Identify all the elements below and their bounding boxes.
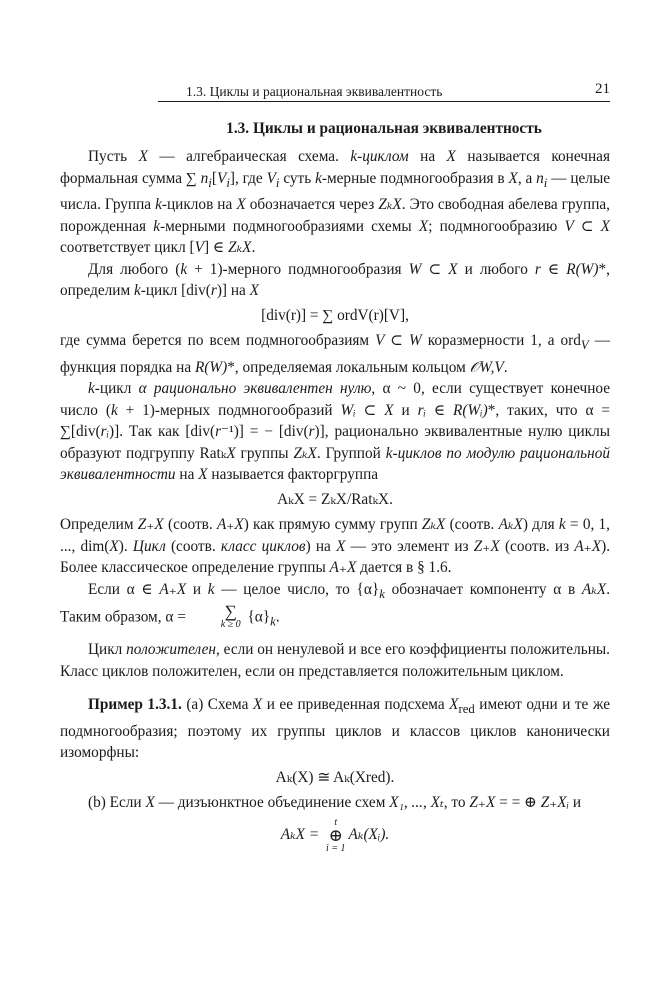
summation-operator: ∑ k ≥ 0 [220, 602, 241, 631]
text-body [60, 146, 610, 861]
running-title: 1.3. Циклы и рациональная эквивалентность [186, 84, 443, 99]
paragraph-positive-cycle: Цикл положителен, если он ненулевой и все его коэффициенты положительны. Класс циклов положителен, если он представляется положительным циклом. [60, 641, 610, 680]
paragraph-sum-explanation: где сумма берется по всем подмногообразиям V ⊂ W коразмерности 1, а ord$_V$ — функция порядка на R(W)*, определяемая локальным кольцом 𝒪W,V. [60, 332, 611, 376]
running-head [158, 81, 610, 102]
paragraph-component: Если α ∈ A₊X и k — целое число, то $\{\alpha\}_k$ обозначает компоненту α в AₖX. Таким образом, α = ∑ k ≥ 0 $\{\alpha\}_k$. [60, 580, 611, 631]
equation-chow-group: AₖX = ZₖX/RatₖX. [277, 490, 393, 508]
section-title: 1.3. Циклы и рациональная эквивалентность [226, 120, 542, 137]
paragraph-divisor-definition: Для любого (k + 1)-мерного подмногообразия W ⊂ X и любого r ∈ R(W)*, определим k-цикл [div(r)] на X [60, 260, 610, 300]
paragraph-rational-equivalence: k-цикл α рационально эквивалентен нулю, α ~ 0, если существует конечное число (k + 1)-мерных подмногообразий Wᵢ ⊂ X и rᵢ ∈ R(Wᵢ)*, таких, что α = ∑[div(rᵢ)]. Так как [div(r⁻¹)] = − [div(r)], рационально эквивалентные нулю циклы образуют подгруппу RatₖX группы ZₖX. Группой k-циклов по модулю рациональной эквивалентности на X называется факторгруппа [60, 380, 611, 484]
paragraph-direct-sum: Определим Z₊X (соотв. A₊X) как прямую сумму групп ZₖX (соотв. AₖX) для k = 0, 1, ..., dim(X). Цикл (соотв. класс циклов) на X — это элемент из Z₊X (соотв. из A₊X). Более классическое определение группы A₊X дается в § 1.6. [60, 516, 611, 577]
spacer [60, 682, 610, 694]
equation-direct-sum: AₖX = t ⊕ i = 1 Aₖ(Xᵢ). [280, 816, 390, 854]
paragraph-disjoint-union: (b) Если X — дизъюнктное объединение схем X₁, ..., Xₜ, то Z₊X = = ⊕ Z₊Xᵢ и [88, 794, 582, 812]
oplus-operator: t ⊕ i = 1 [326, 816, 346, 854]
paragraph-cycle-definition: Пусть X — алгебраическая схема. k-циклом на X называется конечная формальная сумма ∑ $n_i[V_i]$, где $V_i$ суть k-мерные подмногообразия в X, а $n_i$ — целые числа. Группа k-циклов на X обозначается через ZₖX. Это свободная абелева группа, порожденная k-мерными подмногообразиями схемы X; подмногообразию V ⊂ X соответствует цикл [V] ∈ ZₖX. [60, 148, 611, 257]
paragraph-example: Пример 1.3.1. (a) Схема X и ее приведенная подсхема $X_{red}$ имеют одни и те же подмногообразия; поэтому их группы циклов и классов циклов канонически изоморфны: [60, 696, 610, 762]
equation-divisor: [div(r)] = ∑ ordV(r)[V], [261, 306, 409, 324]
equation-reduced-iso: Aₖ(X) ≅ Aₖ(Xred). [275, 768, 395, 786]
example-label: Пример 1.3.1. [88, 696, 182, 714]
page-number: 21 [595, 81, 610, 97]
